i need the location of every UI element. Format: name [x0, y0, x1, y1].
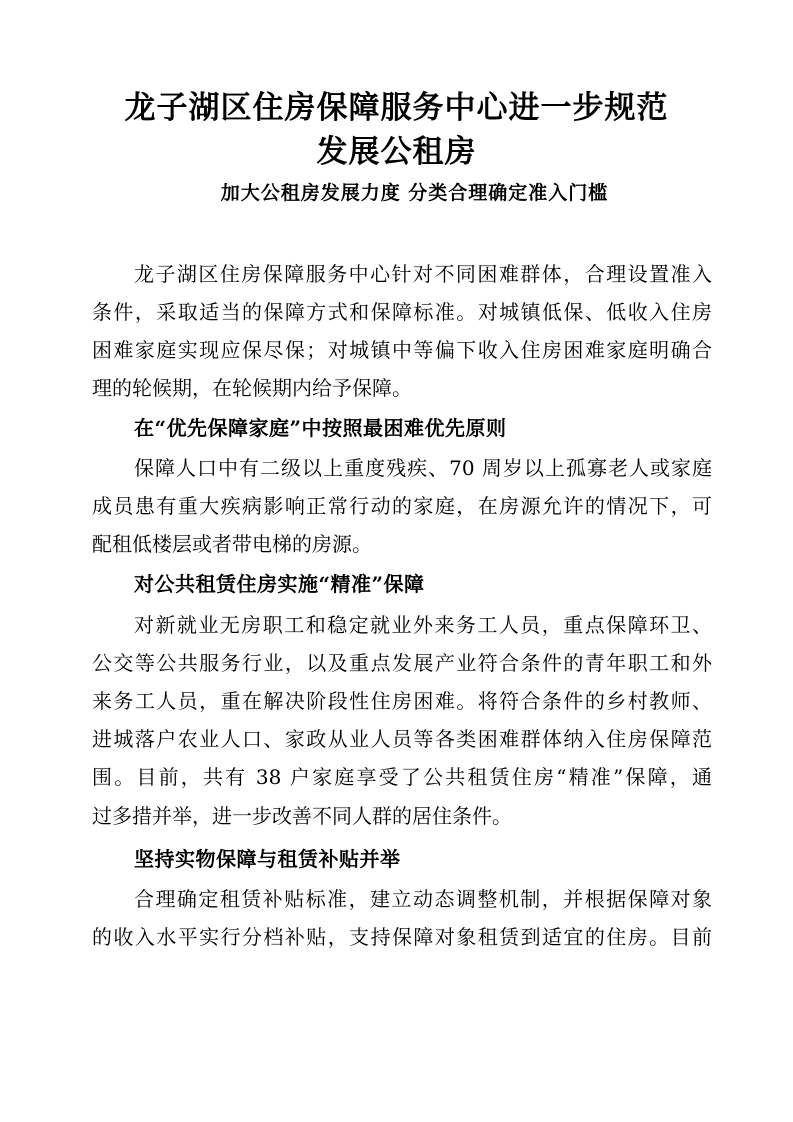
document-title-line-2: 发展公租房 — [316, 134, 477, 170]
section-heading-3: 坚持实物保障与租赁补贴并举 — [134, 847, 401, 871]
document-title-line-1: 龙子湖区住房保障服务中心进一步规范 — [124, 90, 669, 126]
paragraph-1-line-3: 困难家庭实现应保尽保；对城镇中等偏下收入住房困难家庭明确合 — [92, 338, 712, 362]
paragraph-1-line-1: 龙子湖区住房保障服务中心针对不同困难群体，合理设置准入 — [134, 262, 712, 286]
paragraph-4-line-1: 合理确定租赁补贴标准，建立动态调整机制，并根据保障对象 — [134, 887, 712, 911]
paragraph-3-line-4: 进城落户农业人口、家政从业人员等各类困难群体纳入住房保障范 — [92, 727, 712, 751]
paragraph-3-line-1: 对新就业无房职工和稳定就业外来务工人员，重点保障环卫、 — [134, 613, 712, 637]
paragraph-2-line-3: 配租低楼层或者带电梯的房源。 — [92, 532, 372, 556]
paragraph-1-line-4: 理的轮候期，在轮候期内给予保障。 — [92, 376, 412, 400]
paragraph-3-line-2: 公交等公共服务行业，以及重点发展产业符合条件的青年职工和外 — [92, 651, 712, 675]
paragraph-1-line-2: 条件，采取适当的保障方式和保障标准。对城镇低保、低收入住房 — [92, 300, 712, 324]
paragraph-3-line-6: 过多措并举，进一步改善不同人群的居住条件。 — [92, 804, 512, 828]
document-subtitle: 加大公租房发展力度 分类合理确定准入门槛 — [220, 182, 609, 204]
section-heading-1: 在“优先保障家庭”中按照最困难优先原则 — [134, 416, 507, 440]
paragraph-3-line-5: 围。目前，共有 38 户家庭享受了公共租赁住房“精准”保障，通 — [92, 765, 712, 789]
paragraph-3-line-3: 来务工人员，重在解决阶段性住房困难。将符合条件的乡村教师、 — [92, 689, 712, 713]
paragraph-4-line-2: 的收入水平实行分档补贴，支持保障对象租赁到适宜的住房。目前 — [92, 925, 712, 949]
section-heading-2: 对公共租赁住房实施“精准”保障 — [134, 572, 425, 596]
paragraph-2-line-1: 保障人口中有二级以上重度残疾、70 周岁以上孤寡老人或家庭 — [134, 456, 712, 480]
paragraph-2-line-2: 成员患有重大疾病影响正常行动的家庭，在房源允许的情况下，可 — [92, 494, 712, 518]
